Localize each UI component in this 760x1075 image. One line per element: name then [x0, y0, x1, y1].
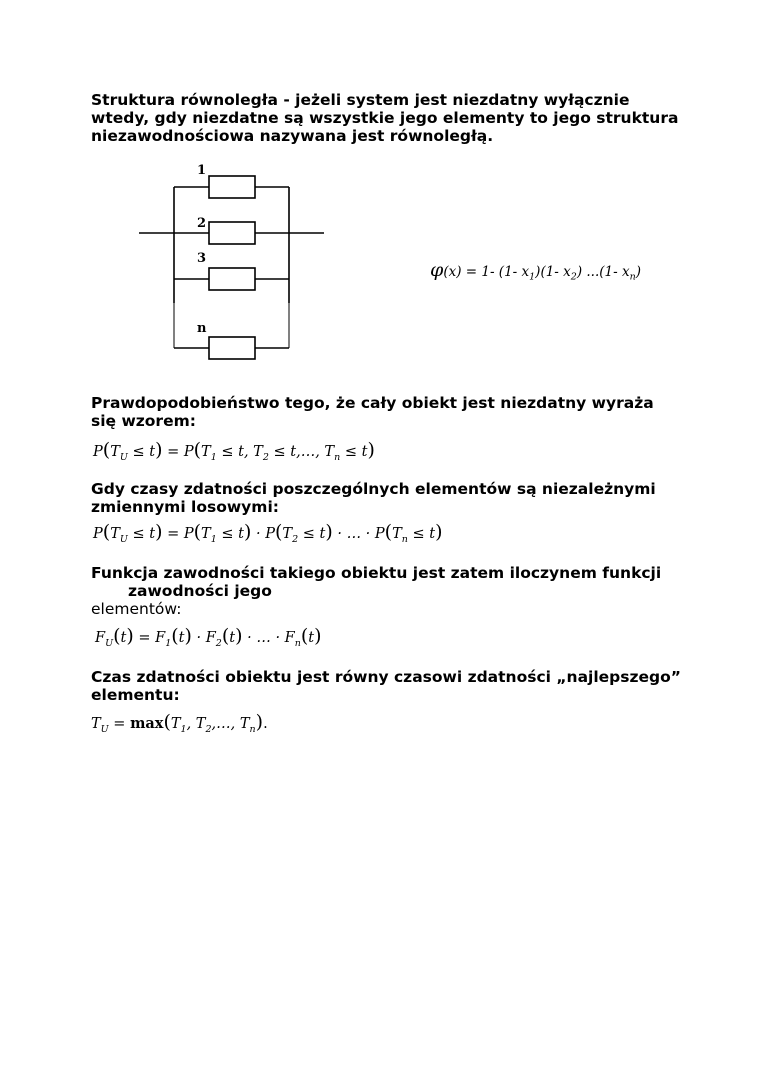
probability-paragraph: Prawdopodobieństwo tego, że cały obiekt jest niezdatny wyraża się wzorem: [91, 394, 654, 430]
independence-formula: $P(T_U \le t) = P(T_1 \le t) \cdot P(T_2 \le t)$ · … · $P(T_n \le t)$ [93, 521, 443, 545]
phi-formula: φ(x) = 1- (1- $x_1)(1-$ $x_2$) ...(1- $x_n$) [430, 259, 641, 283]
unreliability-paragraph-line2: zawodności jego [128, 582, 272, 600]
element-box-2 [209, 222, 255, 244]
unreliability-formula: $F_U(t) = F_1(t) \cdot F_2(t)$ · … · $F_n(t)$ [95, 625, 322, 649]
unreliability-paragraph-line3: elementów: [91, 600, 182, 618]
element-label-1: 1 [197, 163, 207, 178]
element-label-2: 2 [197, 216, 207, 231]
lifetime-formula: $T_U = \max(T_1$, $T_2,\dots$, $T_n$). [91, 711, 268, 735]
independence-paragraph: Gdy czasy zdatności poszczególnych elementów są niezależnymi zmiennymi losowymi: [91, 480, 656, 516]
parallel-structure-diagram [130, 155, 340, 370]
element-box-3 [209, 268, 255, 290]
probability-formula: $P(T_U \le t) = P(T_1 \le t$, $T_2$ ≤ t,…, $T_n \le t$) [93, 439, 375, 463]
element-label-3: 3 [197, 251, 207, 266]
lifetime-paragraph: Czas zdatności obiektu jest równy czasowi zdatności „najlepszego” elementu: [91, 668, 681, 704]
element-box-1 [209, 176, 255, 198]
intro-paragraph: Struktura równoległa - jeżeli system jest niezdatny wyłącznie wtedy, gdy niezdatne są wszystkie jego elementy to jego struktura niezawodnościowa nazywana jest równoległą. [91, 91, 679, 145]
element-label-n: n [197, 321, 207, 336]
unreliability-paragraph-line1: Funkcja zawodności takiego obiektu jest zatem iloczynem funkcji [91, 564, 662, 582]
element-box-n [209, 337, 255, 359]
